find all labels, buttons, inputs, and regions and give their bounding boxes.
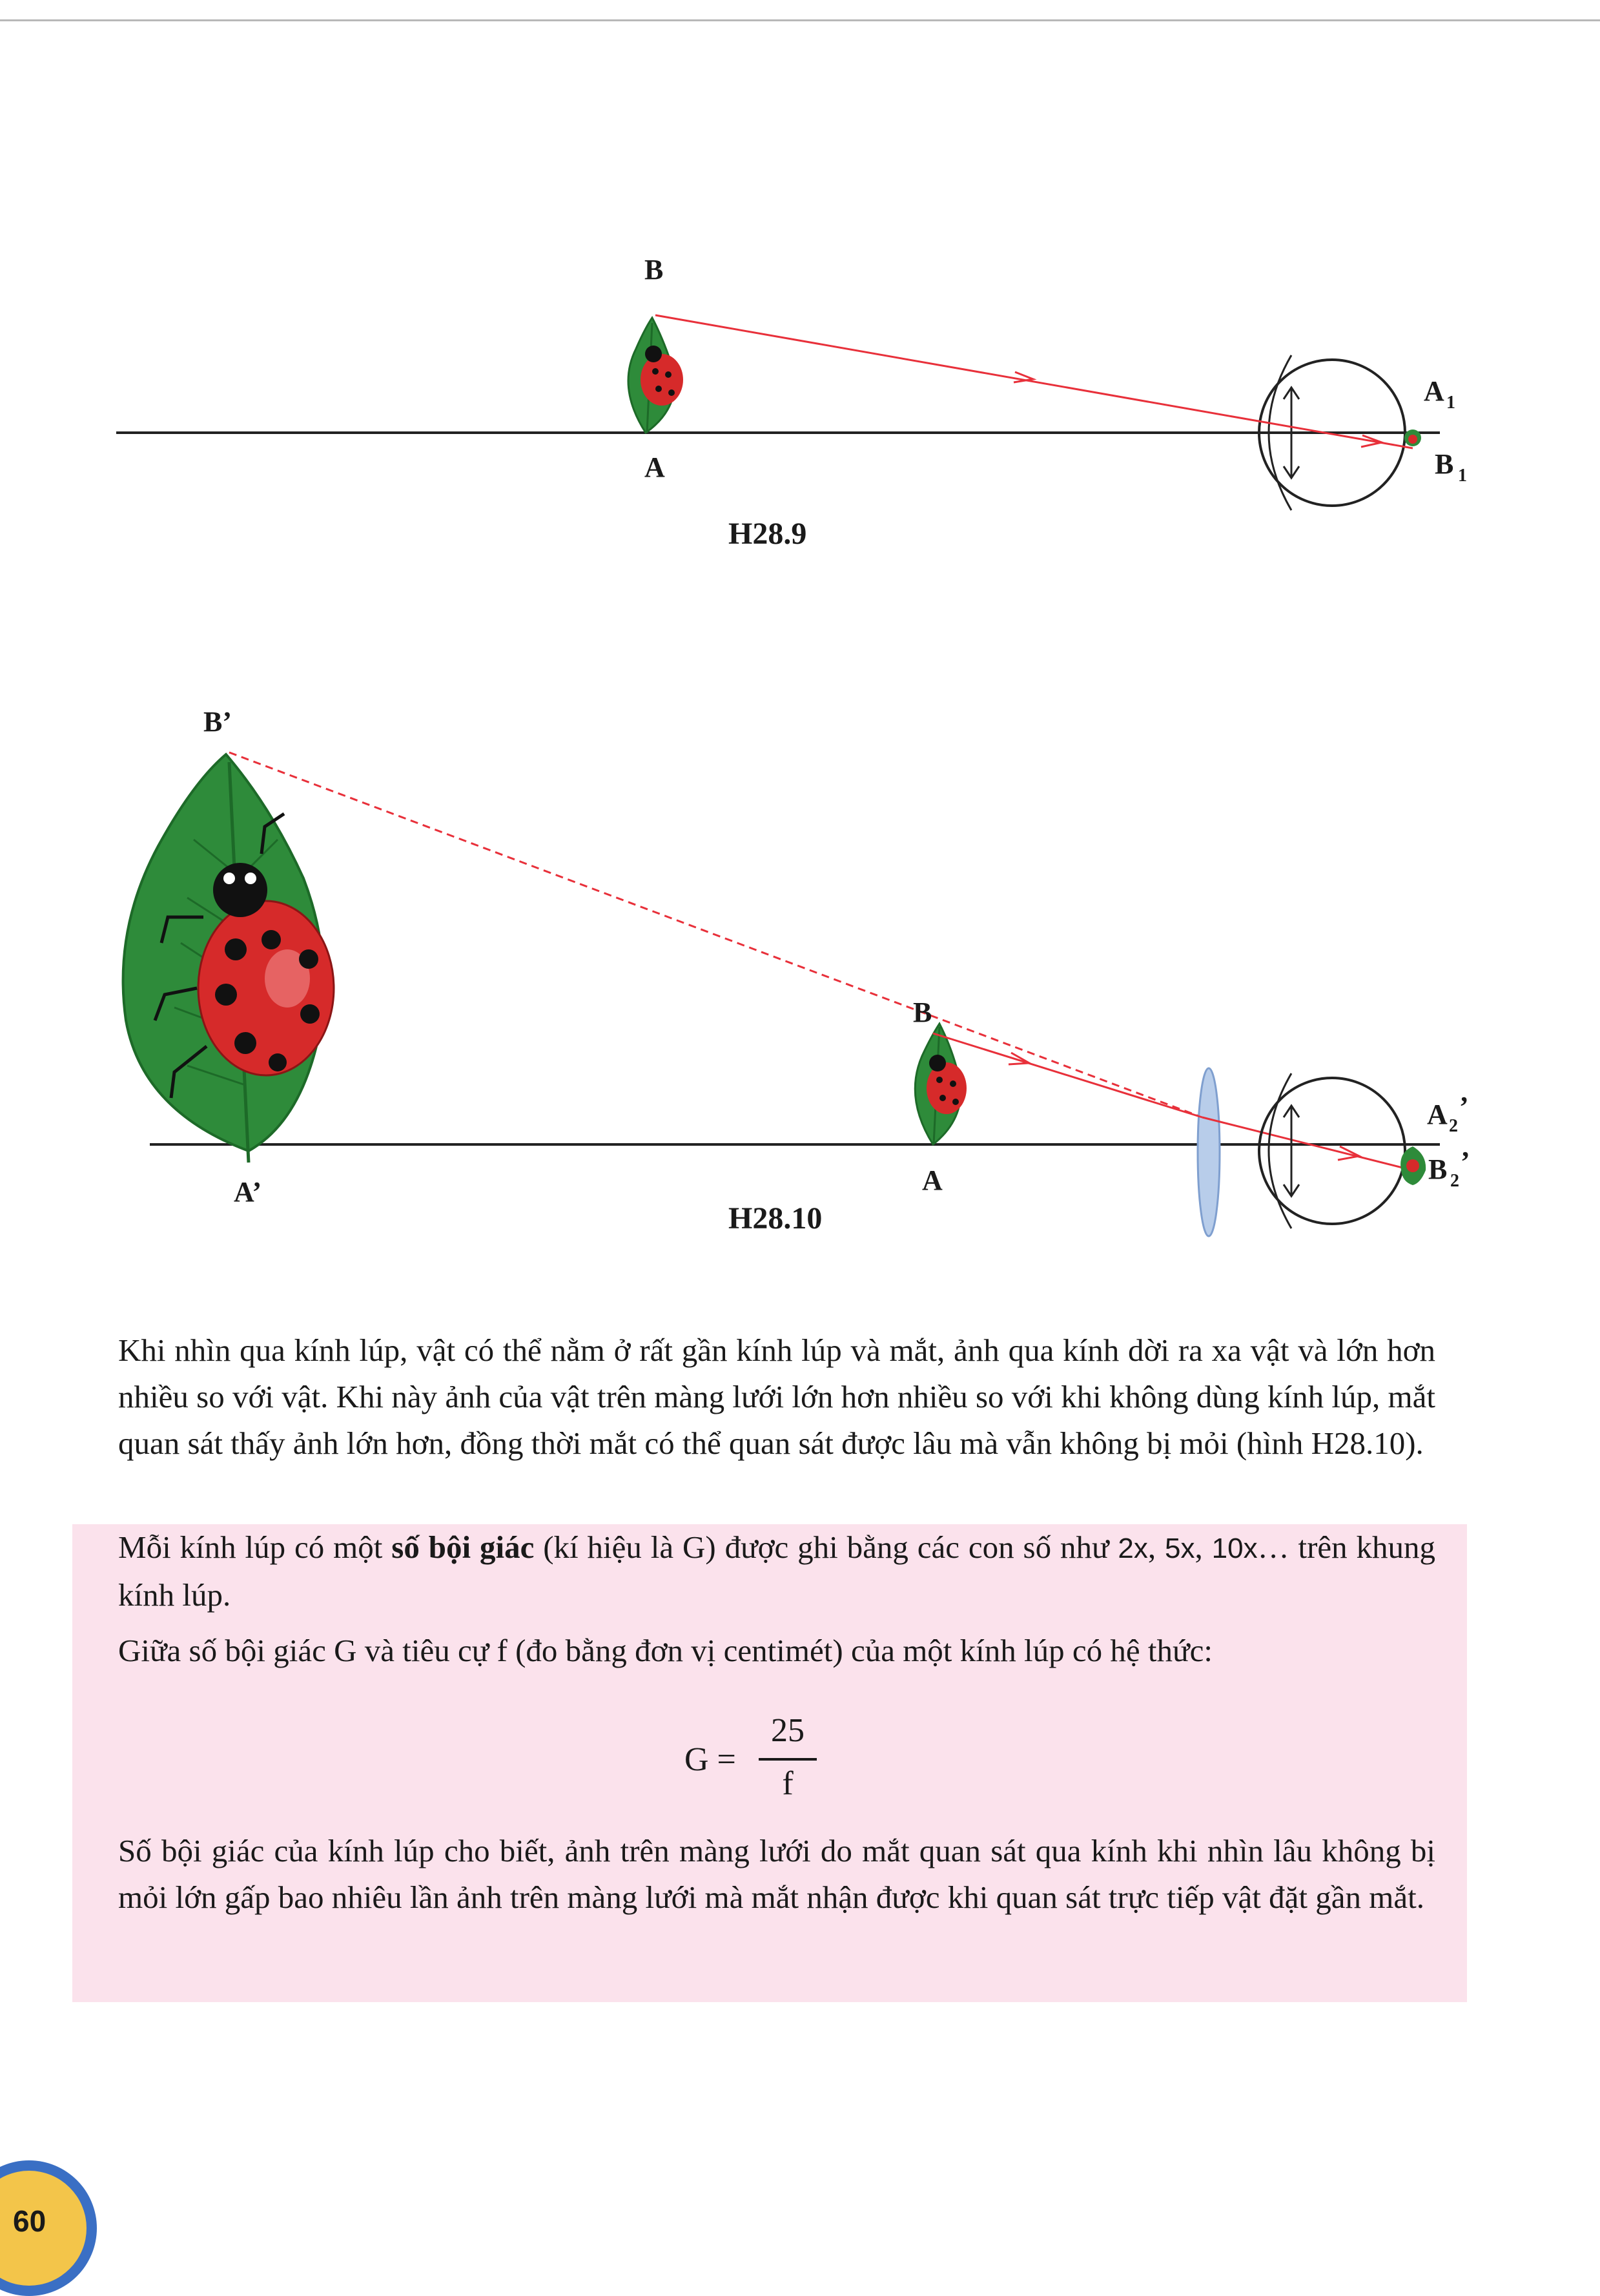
term-bold: số bội giác (391, 1529, 535, 1565)
label-b-prime: B’ (203, 706, 232, 738)
formula-numerator: 25 (771, 1712, 805, 1749)
mag-5x: 5x (1165, 1533, 1195, 1564)
mag-2x: 2x (1118, 1533, 1148, 1564)
label-b2-sub: 2 (1450, 1171, 1459, 1191)
page-number: 60 (13, 2204, 46, 2238)
label-b: B (644, 254, 664, 285)
mag-10x: 10x (1211, 1533, 1258, 1564)
large-ladybug-image-icon (123, 754, 334, 1163)
caption-h28-10: H28.10 (728, 1201, 823, 1236)
label-a1-sub: 1 (1446, 393, 1455, 413)
fraction-bar (759, 1758, 817, 1761)
separator: , (1147, 1529, 1165, 1565)
formula-magnification (684, 1712, 943, 1808)
separator: , (1195, 1529, 1212, 1565)
figure-h28-9 (0, 245, 1600, 581)
label-a2: A (1427, 1099, 1448, 1130)
label-a2-mark: ’ (1459, 1091, 1469, 1122)
tiny-retina-image-icon (1404, 429, 1421, 446)
label-a: A (922, 1164, 943, 1196)
label-b1: B (1435, 448, 1454, 480)
formula-lhs: G = (684, 1741, 736, 1778)
label-a: A (644, 451, 665, 483)
label-b: B (913, 997, 932, 1028)
ladybug-on-leaf-icon (628, 318, 683, 433)
paragraph-magnification-definition (118, 1524, 1435, 1619)
top-rule (0, 19, 1600, 21)
label-a2-sub: 2 (1449, 1116, 1458, 1136)
label-a1: A (1424, 375, 1444, 407)
caption-h28-9: H28.9 (728, 517, 807, 551)
figure-h28-10 (0, 685, 1600, 1253)
paragraph-meaning: Số bội giác của kính lúp cho biết, ảnh trên màng lưới do mắt quan sát qua kính khi nhìn lâu không bị mỏi lớn gấp bao nhiêu lần ảnh trên màng lưới mà mắt nhận được khi quan sát trực tiếp vật đặt gần mắt. (118, 1833, 1435, 1915)
label-a-prime: A’ (234, 1176, 262, 1208)
formula-denominator: f (782, 1765, 794, 1802)
light-ray (655, 315, 1413, 448)
paragraph-magnifier-intro: Khi nhìn qua kính lúp, vật có thể nằm ở rất gần kính lúp và mắt, ảnh qua kính dời ra xa vật và lớn hơn nhiều so với vật. Khi này ảnh của vật trên màng lưới lớn hơn nhiều so với khi không dùng kính lúp, mắt quan sát thấy ảnh lớn hơn, đồng thời mắt có thể quan sát được lâu mà vẫn không bị mỏi (hình H28.10). (118, 1332, 1435, 1461)
label-b2-mark: ’ (1461, 1146, 1470, 1177)
virtual-ray-dashed (229, 752, 1202, 1117)
label-b2: B (1428, 1153, 1448, 1185)
light-ray (933, 1033, 1413, 1170)
text-part: Mỗi kính lúp có một (118, 1529, 392, 1565)
paragraph-relation: Giữa số bội giác G và tiêu cự f (đo bằng đơn vị centimét) của một kính lúp có hệ thức: (118, 1633, 1213, 1668)
text-part: (kí hiệu là G) được ghi bằng các con số như (534, 1529, 1118, 1565)
text-part: … trên khung kính lúp. (118, 1529, 1436, 1613)
label-b1-sub: 1 (1458, 466, 1467, 486)
magnifier-lens (1198, 1068, 1220, 1236)
